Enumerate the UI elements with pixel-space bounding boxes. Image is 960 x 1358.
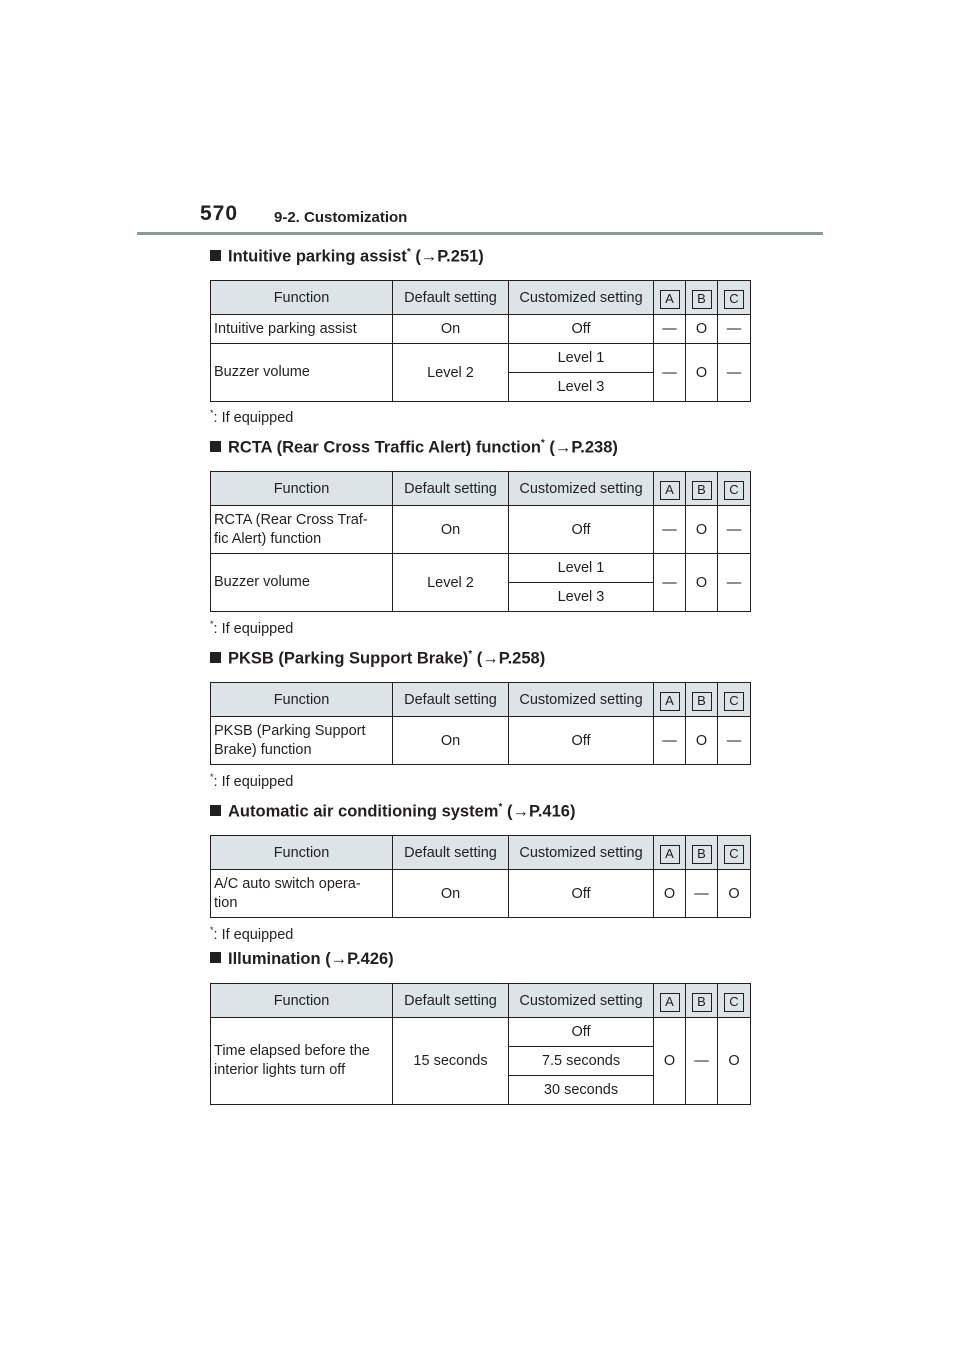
column-letter-b-icon: B <box>692 993 712 1012</box>
customized-setting-cell: Level 1 <box>509 344 654 373</box>
availability-cell-b: — <box>686 870 718 918</box>
footnote-marker: * <box>210 772 214 782</box>
function-cell: Buzzer volume <box>211 554 393 612</box>
column-header-c <box>718 281 751 315</box>
heading-title: RCTA (Rear Cross Traffic Alert) function <box>228 438 541 457</box>
customized-setting-cell: Off <box>509 870 654 918</box>
footnote <box>210 925 293 943</box>
column-header-function: Function <box>211 281 393 315</box>
table-row <box>211 554 751 583</box>
column-header-function: Function <box>211 683 393 717</box>
section-heading <box>210 950 394 969</box>
customized-setting-cell: 30 seconds <box>509 1076 654 1105</box>
column-letter-c-icon: C <box>724 692 744 711</box>
square-bullet-icon <box>210 652 221 663</box>
availability-cell-b: — <box>686 1018 718 1105</box>
column-header-default: Default setting <box>393 281 509 315</box>
availability-cell-b: O <box>686 554 718 612</box>
column-letter-c-icon: C <box>724 481 744 500</box>
settings-table <box>210 471 751 612</box>
function-cell: A/C auto switch opera- tion <box>211 870 393 918</box>
availability-cell-a: — <box>654 717 686 765</box>
column-letter-b-icon: B <box>692 290 712 309</box>
settings-table <box>210 983 751 1105</box>
customized-setting-cell: Off <box>509 1018 654 1047</box>
column-header-function: Function <box>211 984 393 1018</box>
availability-cell-c: O <box>718 1018 751 1105</box>
availability-cell-c: — <box>718 315 751 344</box>
column-letter-b-icon: B <box>692 481 712 500</box>
page-number: 570 <box>200 202 239 225</box>
customized-setting-cell: Off <box>509 717 654 765</box>
column-header-b <box>686 683 718 717</box>
function-cell: PKSB (Parking Support Brake) function <box>211 717 393 765</box>
table-header-row <box>211 281 751 315</box>
customized-setting-cell: Level 3 <box>509 373 654 402</box>
column-header-a <box>654 984 686 1018</box>
availability-cell-a: — <box>654 344 686 402</box>
availability-cell-c: — <box>718 344 751 402</box>
default-setting-cell: 15 seconds <box>393 1018 509 1105</box>
availability-cell-a: — <box>654 506 686 554</box>
square-bullet-icon <box>210 250 221 261</box>
function-cell: Intuitive parking assist <box>211 315 393 344</box>
column-header-custom: Customized setting <box>509 281 654 315</box>
column-letter-a-icon: A <box>660 481 680 500</box>
page-reference-link[interactable]: (→P.238) <box>549 438 618 457</box>
function-cell: RCTA (Rear Cross Traf- fic Alert) function <box>211 506 393 554</box>
page-reference-link[interactable]: (→P.251) <box>415 247 484 266</box>
column-header-b <box>686 836 718 870</box>
table-row <box>211 315 751 344</box>
column-header-c <box>718 836 751 870</box>
availability-cell-c: — <box>718 554 751 612</box>
customized-setting-cell: Level 1 <box>509 554 654 583</box>
column-letter-b-icon: B <box>692 845 712 864</box>
availability-cell-b: O <box>686 506 718 554</box>
availability-cell-b: O <box>686 344 718 402</box>
header-rule <box>137 232 823 235</box>
table-row <box>211 717 751 765</box>
customized-setting-cell: 7.5 seconds <box>509 1047 654 1076</box>
default-setting-cell: On <box>393 506 509 554</box>
customized-setting-cell: Off <box>509 315 654 344</box>
footnote-marker: * <box>406 247 411 258</box>
availability-cell-c: O <box>718 870 751 918</box>
footnote-marker: * <box>210 619 214 629</box>
page-header <box>200 202 822 232</box>
square-bullet-icon <box>210 441 221 452</box>
heading-title: PKSB (Parking Support Brake) <box>228 649 469 668</box>
column-header-b <box>686 984 718 1018</box>
column-header-b <box>686 472 718 506</box>
footnote-marker: * <box>210 408 214 418</box>
column-header-default: Default setting <box>393 836 509 870</box>
column-header-c <box>718 683 751 717</box>
default-setting-cell: Level 2 <box>393 554 509 612</box>
footnote-text: : If equipped <box>213 773 294 790</box>
column-header-function: Function <box>211 836 393 870</box>
page-reference-link[interactable]: (→P.258) <box>476 649 546 668</box>
function-cell: Time elapsed before the interior lights turn off <box>211 1018 393 1105</box>
default-setting-cell: On <box>393 315 509 344</box>
column-letter-b-icon: B <box>692 692 712 711</box>
table-row <box>211 506 751 554</box>
column-letter-a-icon: A <box>660 692 680 711</box>
footnote-text: : If equipped <box>213 926 294 943</box>
heading-title: Intuitive parking assist <box>228 247 407 266</box>
footnote <box>210 408 293 426</box>
column-header-c <box>718 472 751 506</box>
column-header-a <box>654 836 686 870</box>
footnote-text: : If equipped <box>213 620 294 637</box>
default-setting-cell: On <box>393 717 509 765</box>
settings-table <box>210 682 751 765</box>
default-setting-cell: On <box>393 870 509 918</box>
column-header-custom: Customized setting <box>509 683 654 717</box>
availability-cell-c: — <box>718 506 751 554</box>
footnote-marker: * <box>210 925 214 935</box>
square-bullet-icon <box>210 952 221 963</box>
section-heading <box>210 438 618 458</box>
section-title: 9-2. Customization <box>274 209 408 226</box>
column-letter-a-icon: A <box>660 845 680 864</box>
footnote <box>210 772 293 790</box>
settings-table <box>210 280 751 402</box>
availability-cell-a: O <box>654 1018 686 1105</box>
table-row <box>211 870 751 918</box>
settings-table <box>210 835 751 918</box>
default-setting-cell: Level 2 <box>393 344 509 402</box>
page-reference-link[interactable]: (→P.426) <box>325 950 394 968</box>
customized-setting-cell: Level 3 <box>509 583 654 612</box>
section-heading <box>210 649 545 669</box>
footnote-marker: * <box>468 649 473 660</box>
column-header-default: Default setting <box>393 984 509 1018</box>
availability-cell-a: — <box>654 315 686 344</box>
column-header-custom: Customized setting <box>509 472 654 506</box>
column-letter-c-icon: C <box>724 290 744 309</box>
availability-cell-b: O <box>686 717 718 765</box>
column-header-default: Default setting <box>393 683 509 717</box>
column-letter-c-icon: C <box>724 993 744 1012</box>
column-header-a <box>654 281 686 315</box>
availability-cell-b: O <box>686 315 718 344</box>
table-row <box>211 344 751 373</box>
section-heading <box>210 802 575 822</box>
column-letter-c-icon: C <box>724 845 744 864</box>
table-header-row <box>211 836 751 870</box>
table-header-row <box>211 683 751 717</box>
function-cell: Buzzer volume <box>211 344 393 402</box>
table-header-row <box>211 984 751 1018</box>
availability-cell-a: O <box>654 870 686 918</box>
square-bullet-icon <box>210 805 221 816</box>
heading-title: Illumination <box>228 950 321 968</box>
column-header-default: Default setting <box>393 472 509 506</box>
customized-setting-cell: Off <box>509 506 654 554</box>
column-letter-a-icon: A <box>660 993 680 1012</box>
section-heading <box>210 247 484 267</box>
page-reference-link[interactable]: (→P.416) <box>506 802 576 821</box>
column-header-b <box>686 281 718 315</box>
heading-title: Automatic air conditioning system <box>228 802 499 821</box>
availability-cell-a: — <box>654 554 686 612</box>
column-letter-a-icon: A <box>660 290 680 309</box>
column-header-a <box>654 683 686 717</box>
column-header-c <box>718 984 751 1018</box>
footnote-marker: * <box>498 802 503 813</box>
table-header-row <box>211 472 751 506</box>
footnote <box>210 619 293 637</box>
column-header-custom: Customized setting <box>509 984 654 1018</box>
column-header-function: Function <box>211 472 393 506</box>
column-header-a <box>654 472 686 506</box>
column-header-custom: Customized setting <box>509 836 654 870</box>
availability-cell-c: — <box>718 717 751 765</box>
footnote-marker: * <box>540 438 545 449</box>
table-row <box>211 1018 751 1047</box>
footnote-text: : If equipped <box>213 409 294 426</box>
